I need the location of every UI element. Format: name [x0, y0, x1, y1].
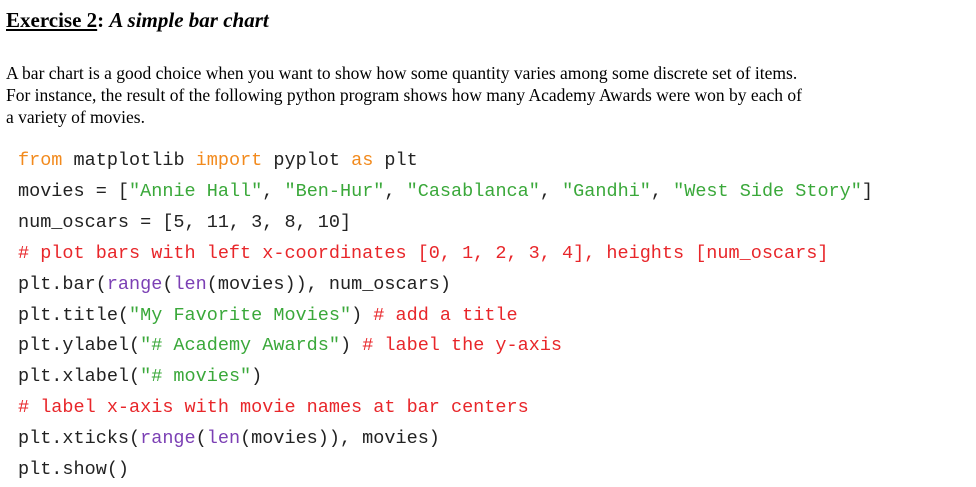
call-bar: plt.bar(	[18, 273, 107, 295]
exercise-heading	[6, 6, 269, 34]
builtin-len: len	[173, 273, 207, 295]
code-line-num-oscars	[18, 208, 873, 239]
separator: ,	[262, 180, 285, 202]
exercise-colon: :	[97, 8, 105, 32]
call-show: plt.show()	[18, 459, 130, 481]
keyword-as: as	[351, 150, 374, 171]
code-line-comment-xaxis	[18, 393, 873, 424]
movies-assign: movies = [	[18, 180, 130, 202]
code-comment: # label x-axis with movie names at bar centers	[18, 397, 529, 419]
code-line-show	[18, 455, 873, 486]
exercise-title: A simple bar chart	[109, 8, 269, 32]
num-oscars-assign: num_oscars = [5, 11, 3, 8, 10]	[18, 211, 352, 233]
paren: )	[251, 366, 263, 388]
string-literal: "Casablanca"	[406, 180, 540, 202]
code-line-xlabel	[18, 362, 873, 393]
string-literal: "Gandhi"	[562, 180, 651, 202]
code-line-xticks	[18, 424, 873, 455]
paragraph-line: For instance, the result of the following python program shows how many Academy Awards were won by each of	[6, 85, 802, 105]
paragraph-line: A bar chart is a good choice when you want to show how some quantity varies among some discrete set of items.	[6, 63, 798, 83]
code-line-import	[18, 146, 873, 177]
string-literal: "West Side Story"	[673, 180, 862, 202]
string-literal: "Ben-Hur"	[284, 180, 385, 202]
string-literal: "# movies"	[140, 366, 252, 388]
builtin-range: range	[140, 428, 196, 450]
call-ylabel: plt.ylabel(	[18, 335, 141, 357]
code-line-movies	[18, 177, 873, 208]
paren: (	[162, 273, 174, 295]
code-line-bar	[18, 270, 873, 301]
code-comment: # plot bars with left x-coordinates [0, 1, 2, 3, 4], heights [num_oscars]	[18, 242, 829, 264]
string-literal: "Annie Hall"	[129, 180, 263, 202]
code-comment: # add a title	[373, 304, 518, 326]
keyword-from: from	[18, 150, 63, 171]
separator: ,	[539, 180, 563, 202]
call-xlabel: plt.xlabel(	[18, 366, 141, 388]
call-xticks: plt.xticks(	[18, 428, 141, 450]
separator: ,	[384, 180, 407, 202]
call-args: (movies)), num_oscars)	[206, 273, 452, 295]
builtin-len: len	[206, 428, 241, 450]
closing-bracket: ]	[861, 180, 873, 202]
paren: (	[195, 428, 207, 450]
call-args: (movies)), movies)	[240, 428, 440, 450]
separator: ,	[650, 180, 674, 202]
code-line-ylabel	[18, 331, 873, 362]
code-block	[18, 146, 873, 486]
exercise-label: Exercise 2	[6, 8, 98, 32]
paren: )	[351, 304, 374, 326]
code-comment: # label the y-axis	[362, 335, 563, 357]
import-name: pyplot	[262, 150, 352, 171]
import-alias: plt	[373, 150, 418, 171]
intro-paragraph	[6, 62, 972, 128]
builtin-range: range	[106, 273, 163, 295]
code-line-comment-plot	[18, 239, 873, 270]
paragraph-line: a variety of movies.	[6, 107, 145, 127]
code-line-title	[18, 301, 873, 332]
string-literal: "My Favorite Movies"	[129, 304, 352, 326]
module-name: matplotlib	[62, 150, 196, 171]
keyword-import: import	[195, 150, 263, 171]
call-title: plt.title(	[18, 304, 130, 326]
paren: )	[339, 335, 363, 357]
string-literal: "# Academy Awards"	[140, 335, 340, 357]
